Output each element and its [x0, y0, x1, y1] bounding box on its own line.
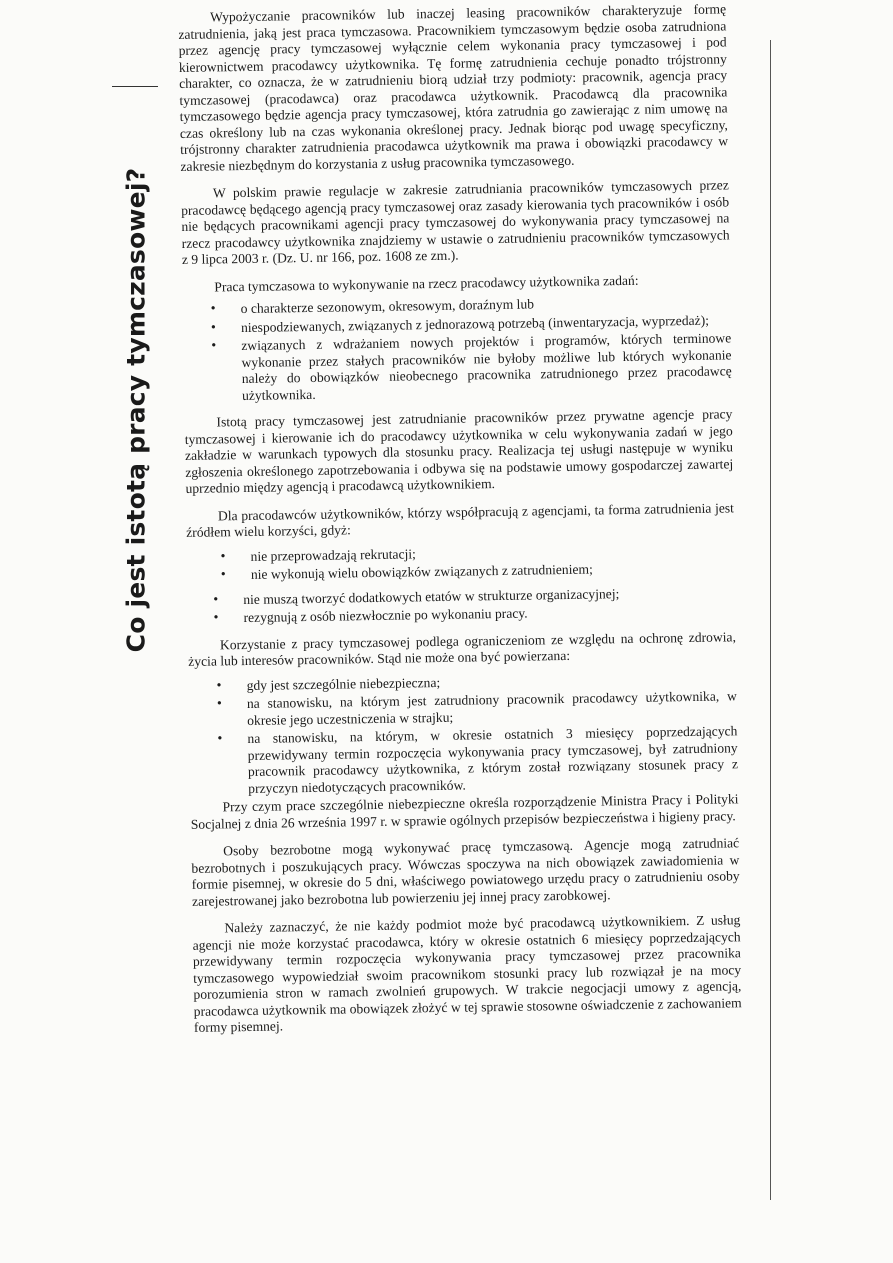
- paragraph-user-employer: Należy zaznaczyć, że nie każdy podmiot może być pracodawcą użytkownikiem. Z usług agencji nie może korzystać pracodawca, który w okresie ostatnich 6 miesięcy poprzedzających przewidywany termin rozpoczęcia wykonywania pracy tymczasowej przez pracownika tymczasowego wypowiedział swoim pracownikom stosunki pracy lub rozwiązał je na mocy porozumienia stron w ramach zwolnień grupowych. W trakcie negocjacji umowy z agencją, pracodawca użytkownik ma obowiązek złożyć w tej sprawie stosowne oświadczenie z zachowaniem formy pisemnej.: [192, 912, 742, 1035]
- margin-rule: [112, 86, 158, 87]
- paragraph-essence: Istotą pracy tymczasowej jest zatrudnianie pracowników przez prywatne agencje pracy tymczasowej i kierowanie ich do pracodawcy użytkownika w celu wykonywania zadań w jego zakładzie w warunkach typowych dla stosunku pracy. Realizacja tej usługi następuje w wyniku zgłoszenia określonego zapotrzebowania i odbywa się na podstawie umowy gospodarczej zawartej uprzednio między agencją i pracodawcą użytkownikiem.: [184, 406, 734, 496]
- list-item: • o charakterze sezonowym, okresowym, doraźnym lub: [241, 293, 731, 317]
- right-margin-line: [770, 40, 771, 1200]
- benefits-list-1: [186, 541, 734, 585]
- paragraph-unemployed: Osoby bezrobotne mogą wykonywać pracę tymczasową. Agencje mogą zatrudniać bezrobotnych i poszukujących pracy. Wówczas spoczywa na nich obowiązek zawiadomienia w formie pisemnej, w okresie do 5 dni, właściwego powiatowego urzędu pracy o zatrudnieniu osoby zarejestrowanej jako bezrobotna lub powierzeniu jej innej pracy zarobkowej.: [191, 835, 740, 909]
- list-item: • nie przeprowadzają rekrutacji;: [250, 541, 734, 565]
- side-title: Co jest istotą pracy tymczasowej?: [121, 167, 151, 653]
- list-item: • rezygnują z osób niezwłocznie po wykonaniu pracy.: [243, 602, 735, 626]
- paragraph-restrictions: Korzystanie z pracy tymczasowej podlega ograniczeniom ze względu na ochronę zdrowia, życia lub interesów pracowników. Stąd nie może ona być powierzana:: [188, 628, 737, 669]
- paragraph-definition: Praca tymczasowa to wykonywanie na rzecz pracodawcy użytkownika zadań:: [214, 272, 639, 294]
- paragraph-dangerous-work: Przy czym prace szczególnie niebezpieczne określa rozporządzenie Ministra Pracy i Polityki Socjalnej z dnia 26 września 1997 r. w sprawie ogólnych przepisów bezpieczeństwa i higieny pracy.: [190, 791, 739, 832]
- text-column: [178, 1, 742, 1036]
- tasks-list: [183, 293, 733, 405]
- list-item: • niespodziewanych, związanych z jednorazową potrzebą (inwentaryzacja, wyprzedaż);: [241, 312, 731, 336]
- paragraph-intro: Wypożyczanie pracowników lub inaczej leasing pracowników charakteryzuje formę zatrudnienia, jaką jest praca tymczasowa. Pracownikiem tymczasowym będzie osoba zatrudniona przez agencję pracy tymczasowej wyłącznie celem wykonania pracy tymczasowej i pod kierownictwem pracodawcy użytkownika. Tę formę zatrudnienia cechuje ponadto trójstronny charakter, co oznacza, że w zatrudnieniu biorą udział trzy podmioty: pracownik, agencja pracy tymczasowej (pracodawca) oraz pracodawca użytkownik. Pracodawcą dla pracownika tymczasowego będzie agencja pracy tymczasowej, która zatrudnia go zawierając z nim umowę na czas określony lub na czas wykonania określonej pracy. Jednak biorąc pod uwagę specyficzny, trójstronny charakter zatrudnienia pracodawca użytkownik ma prawa i obowiązki pracodawcy w zakresie niezbędnym do korzystania z usług pracownika tymczasowego.: [178, 1, 729, 174]
- list-item: • nie muszą tworzyć dodatkowych etatów w strukturze organizacyjnej;: [243, 584, 735, 608]
- paragraph-legal-basis: W polskim prawie regulacje w zakresie zatrudniania pracowników tymczasowych przez pracodawcę będącego agencją pracy tymczasowej oraz zasady kierowania tych pracowników i osób nie będących pracownikami agencji pracy tymczasowej do wykonywania pracy tymczasowej na rzecz pracodawcy użytkownika znajdziemy w ustawie o zatrudnieniu pracowników tymczasowych z 9 lipca 2003 r. (Dz. U. nr 166, poz. 1608 ze zm.).: [181, 177, 730, 267]
- list-item: • na stanowisku, na którym, w okresie ostatnich 3 miesięcy poprzedzających przewidywany termin rozpoczęcia wykonywania pracy tymczasowej, był zatrudniony pracownik pracodawcy użytkownika, z którym został rozwiązany stosunek pracy z przyczyn niedotyczących pracowników.: [247, 723, 738, 797]
- list-item: • związanych z wdrażaniem nowych projektów i programów, których terminowe wykonanie przez stałych pracowników nie byłoby możliwe lub których wykonanie należy do obowiązków nieobecnego pracownika zatrudnionego przez pracodawcę użytkownika.: [241, 330, 732, 404]
- restrictions-list: [189, 670, 739, 798]
- benefits-list-2: [187, 584, 735, 628]
- list-item: • nie wykonują wielu obowiązków związanych z zatrudnieniem;: [251, 559, 735, 583]
- list-item: • na stanowisku, na którym jest zatrudniony pracownik pracodawcy użytkownika, w okresie jego uczestniczenia w strajku;: [247, 688, 737, 729]
- paragraph-benefits: Dla pracodawców użytkowników, którzy współpracują z agencjami, ta forma zatrudnienia jest źródłem wielu korzyści, gdyż:: [186, 499, 734, 540]
- list-item: • gdy jest szczególnie niebezpieczna;: [246, 670, 736, 694]
